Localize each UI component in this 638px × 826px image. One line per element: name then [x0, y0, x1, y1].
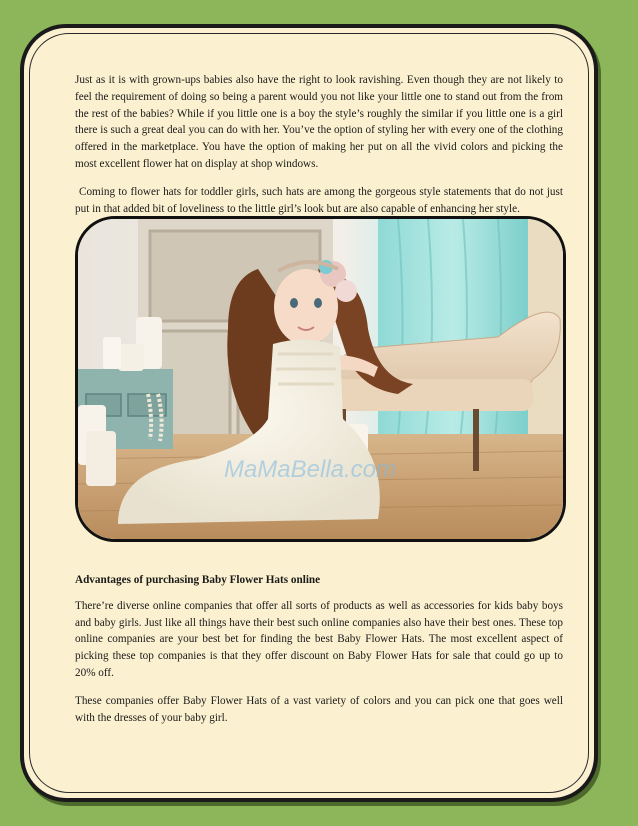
advantages-section	[75, 572, 563, 737]
girl-photo	[75, 216, 566, 542]
section-paragraph-1: There’re diverse online companies that offer all sorts of products as well as accessories for kids baby boys and baby girls. Just like all things have their best such online companies also have their best ones. These top online companies are your best bet for finding the best Baby Flower Hats. The most excellent aspect of picking these top companies is that they offer discount on Baby Flower Hats for sale that could go up to 20% off.	[75, 599, 563, 679]
intro-text	[75, 72, 563, 228]
intro-paragraph-2: Coming to flower hats for toddler girls, such hats are among the gorgeous style statements that do not just put in that added bit of loveliness to the little girl’s look but are also capable of enhancing her style.	[75, 185, 563, 215]
section-paragraph-2: These companies offer Baby Flower Hats of a vast variety of colors and you can pick one that goes well with the dresses of your baby girl.	[75, 694, 563, 724]
section-heading: Advantages of purchasing Baby Flower Hats online	[75, 574, 321, 586]
girl-photo-illustration	[78, 219, 563, 539]
photo-watermark: MaMaBella.com	[223, 456, 397, 483]
intro-paragraph-1: Just as it is with grown-ups babies also have the right to look ravishing. Even though they are not likely to feel the requirement of doing so being a parent would you not like your little one to stand out from the from the rest of the babies? While if you little one is a boy the style’s roughly the similar if you little one is a girl there is such a great deal you can do with her. You’ve the option of styling her with every one of the clothing offered in the marketplace. You have the option of making her put on all the vivid colors and picking the most excellent flower hat on display at shop windows.	[75, 74, 563, 170]
